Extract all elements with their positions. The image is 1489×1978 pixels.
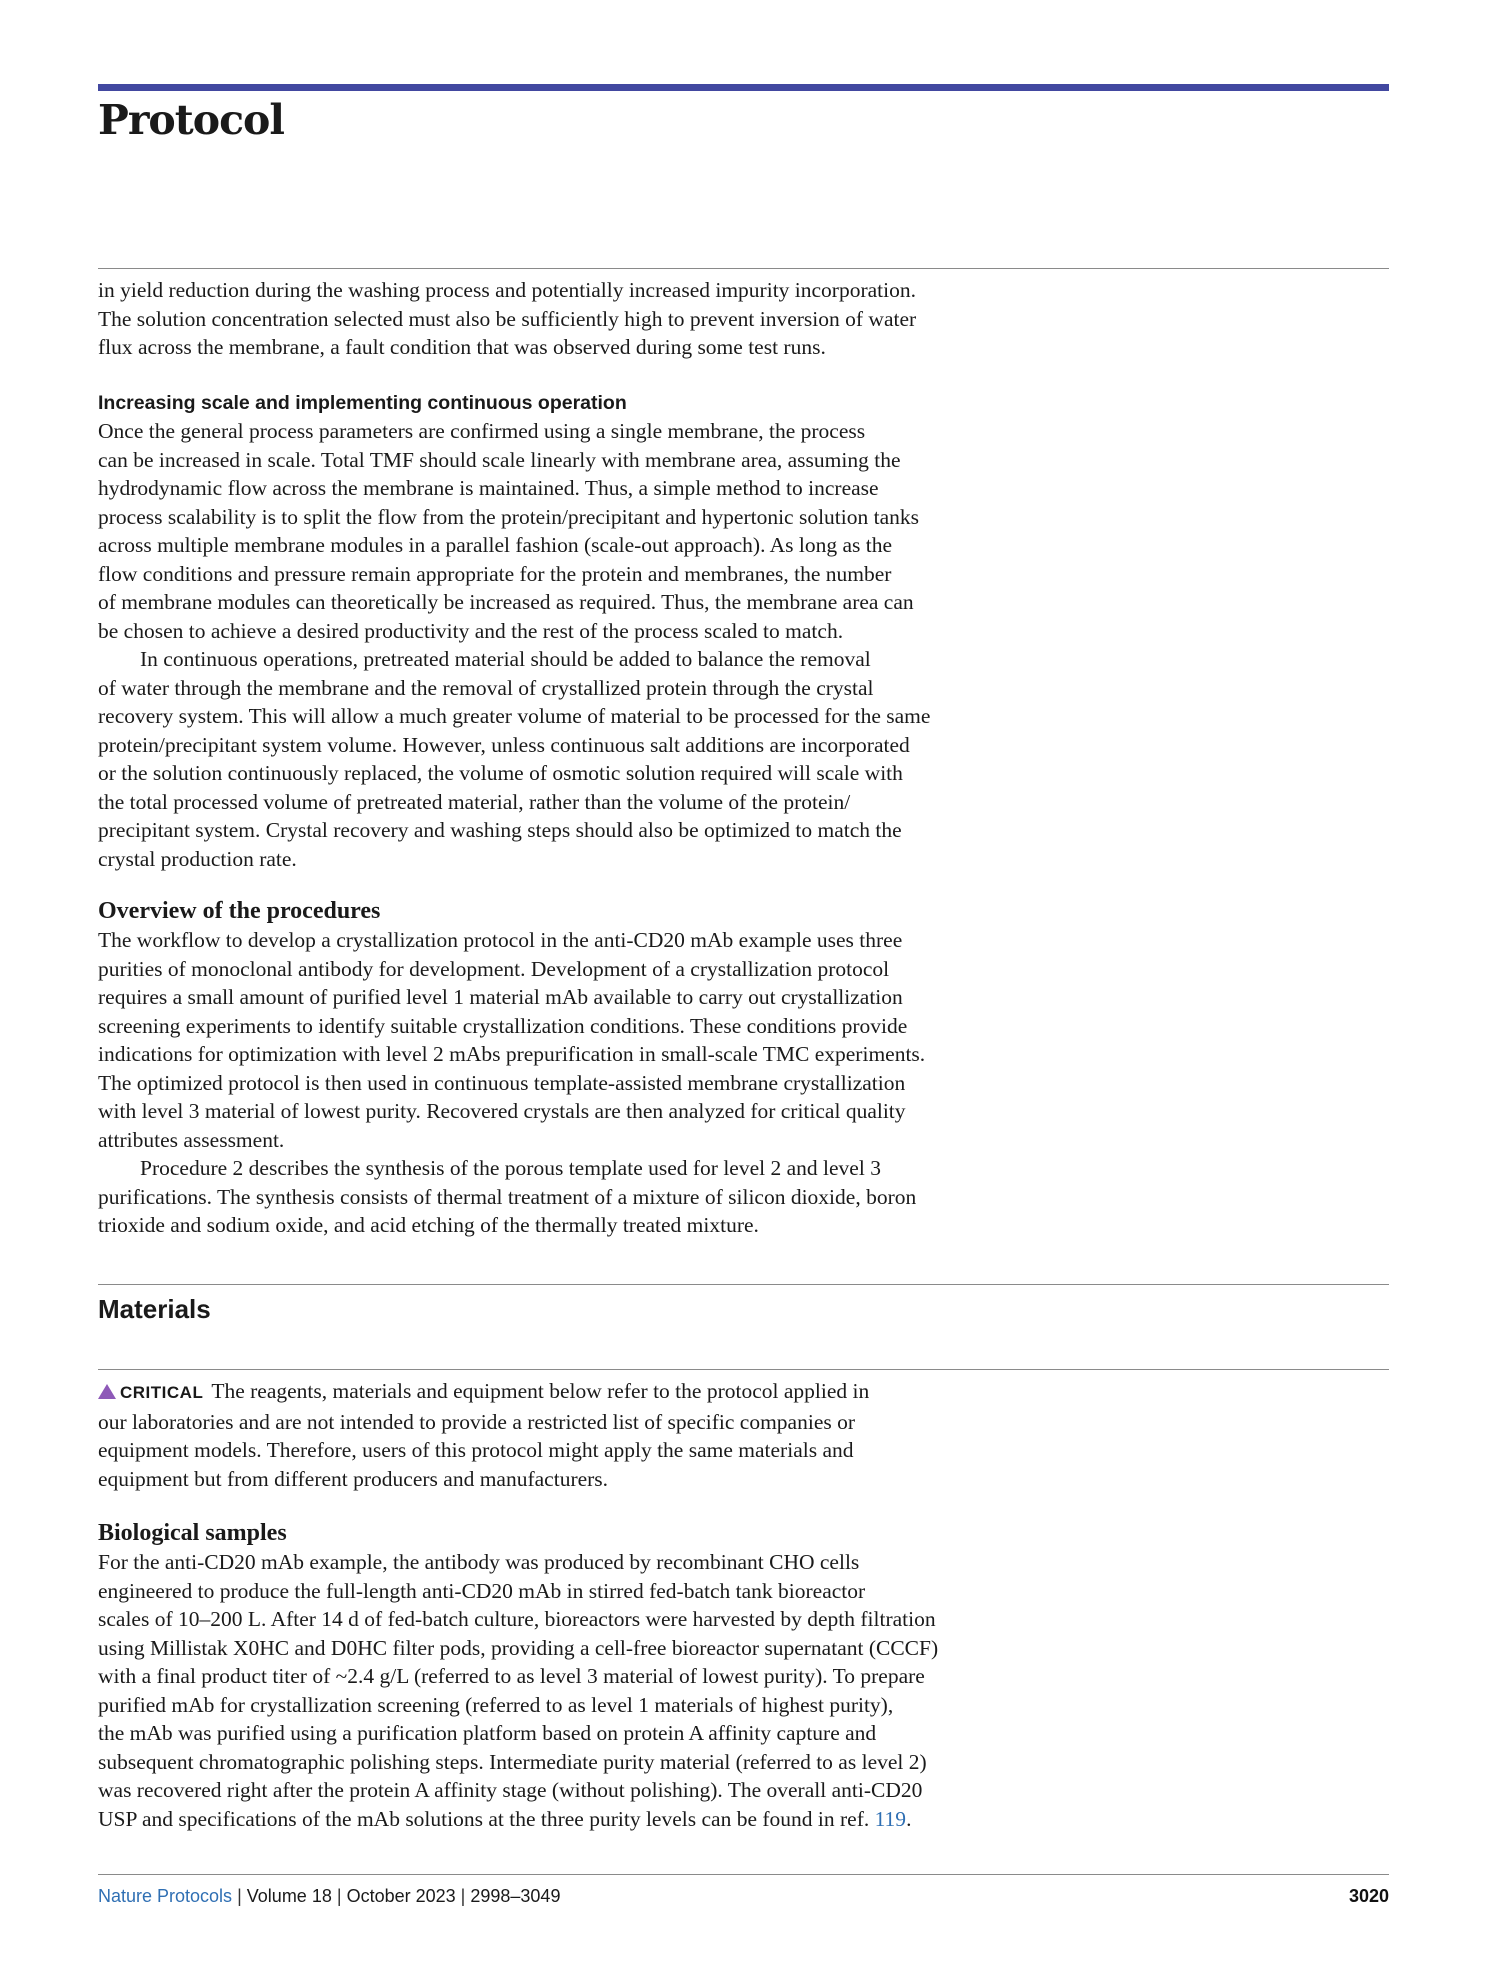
bio-line: scales of 10–200 L. After 14 d of fed-batch culture, bioreactors were harvested by depth filtration	[98, 1607, 936, 1631]
bio-line: purified mAb for crystallization screening (referred to as level 1 materials of highest purity),	[98, 1692, 894, 1717]
footer-pages: 2998–3049	[470, 1886, 561, 1906]
bio-last-line	[98, 1805, 1068, 1834]
footer-separator: |	[237, 1886, 242, 1906]
scale-line: across multiple membrane modules in a parallel fashion (scale-out approach). As long as the	[98, 533, 893, 557]
critical-note	[98, 1377, 1068, 1493]
scale-line: precipitant system. Crystal recovery and washing steps should also be optimized to match the	[98, 818, 902, 842]
scale-line: In continuous operations, pretreated material should be added to balance the removal	[140, 647, 871, 671]
scale-line: of membrane modules can theoretically be increased as required. Thus, the membrane area can	[98, 590, 914, 614]
scale-line: Once the general process parameters are confirmed using a single membrane, the process	[98, 419, 866, 443]
overview-line: with level 3 material of lowest purity. Recovered crystals are then analyzed for critical quality	[98, 1099, 906, 1123]
critical-line: The reagents, materials and equipment below refer to the protocol applied in	[211, 1379, 870, 1403]
intro-paragraph	[98, 276, 1068, 362]
scale-line: process scalability is to split the flow from the protein/precipitant and hypertonic solution tanks	[98, 504, 920, 529]
bio-line: For the anti-CD20 mAb example, the antibody was produced by recombinant CHO cells	[98, 1550, 860, 1574]
scale-line: recovery system. This will allow a much greater volume of material to be processed for the same	[98, 704, 931, 728]
intro-line: in yield reduction during the washing process and potentially increased impurity incorporation.	[98, 278, 916, 302]
scale-line: can be increased in scale. Total TMF should scale linearly with membrane area, assuming the	[98, 447, 901, 472]
biological-samples-heading: Biological samples	[98, 1520, 287, 1546]
scale-line: hydrodynamic flow across the membrane is maintained. Thus, a simple method to increase	[98, 476, 879, 500]
scale-line: crystal production rate.	[98, 846, 297, 871]
overview-heading: Overview of the procedures	[98, 898, 381, 924]
scale-line: protein/precipitant system volume. However, unless continuous salt additions are incorporated	[98, 732, 910, 757]
divider-footer	[98, 1874, 1389, 1875]
critical-label: CRITICAL	[120, 1383, 204, 1402]
intro-line: flux across the membrane, a fault condition that was observed during some test runs.	[98, 335, 826, 359]
scale-line: be chosen to achieve a desired productivity and the rest of the process scaled to match.	[98, 618, 844, 643]
scale-section-heading: Increasing scale and implementing continuous operation	[98, 392, 627, 414]
overview-line: purities of monoclonal antibody for development. Development of a crystallization protocol	[98, 956, 890, 981]
overview-line: purifications. The synthesis consists of thermal treatment of a mixture of silicon dioxide, boron	[98, 1184, 917, 1209]
overview-line: attributes assessment.	[98, 1127, 285, 1152]
bio-line: with a final product titer of ~2.4 g/L (referred to as level 3 material of lowest purity). To prepare	[98, 1664, 925, 1688]
scale-line: flow conditions and pressure remain appropriate for the protein and membranes, the number	[98, 561, 892, 586]
bio-line: using Millistak X0HC and D0HC filter pods, providing a cell-free bioreactor supernatant (CCCF)	[98, 1635, 939, 1660]
overview-line: Procedure 2 describes the synthesis of the porous template used for level 2 and level 3	[140, 1156, 881, 1180]
footer-volume: Volume 18	[246, 1886, 332, 1906]
critical-line: our laboratories and are not intended to provide a restricted list of specific companies or	[98, 1409, 856, 1434]
reference-link[interactable]: 119	[874, 1806, 907, 1831]
overview-line: screening experiments to identify suitable crystallization conditions. These conditions provide	[98, 1013, 908, 1038]
bio-line: was recovered right after the protein A affinity stage (without polishing). The overall anti-CD20	[98, 1778, 923, 1802]
intro-line: The solution concentration selected must also be sufficiently high to prevent inversion of water	[98, 306, 917, 331]
divider-materials-top	[98, 1284, 1389, 1285]
bio-line: subsequent chromatographic polishing steps. Intermediate purity material (referred to as level 2)	[98, 1749, 927, 1774]
footer-journal-link[interactable]: Nature Protocols	[98, 1886, 233, 1906]
scale-line: the total processed volume of pretreated material, rather than the volume of the protein/	[98, 789, 851, 814]
scale-line: of water through the membrane and the removal of crystallized protein through the crystal	[98, 675, 874, 700]
critical-triangle-icon	[98, 1384, 116, 1399]
bio-last-line-end: .	[906, 1806, 912, 1831]
bio-line: the mAb was purified using a purification platform based on protein A affinity capture and	[98, 1721, 877, 1745]
critical-line: equipment models. Therefore, users of this protocol might apply the same materials and	[98, 1438, 854, 1462]
overview-line: indications for optimization with level 2 mAbs prepurification in small-scale TMC experiments.	[98, 1042, 926, 1066]
materials-section-title: Materials	[98, 1294, 211, 1324]
page-footer	[98, 1886, 1389, 1907]
scale-section	[98, 389, 1068, 873]
page-header-title: Protocol	[98, 96, 284, 144]
overview-section	[98, 896, 1068, 1240]
page-number: 3020	[1348, 1886, 1389, 1906]
footer-separator: |	[460, 1886, 466, 1906]
overview-line: trioxide and sodium oxide, and acid etching of the thermally treated mixture.	[98, 1213, 759, 1237]
overview-line: The optimized protocol is then used in continuous template-assisted membrane crystallization	[98, 1070, 906, 1095]
bio-last-line-text: USP and specifications of the mAb solutions at the three purity levels can be found in ref.	[98, 1806, 875, 1831]
divider-top	[98, 268, 1389, 269]
critical-line: equipment but from different producers and manufacturers.	[98, 1466, 609, 1491]
overview-line: requires a small amount of purified level 1 material mAb available to carry out crystallization	[98, 985, 903, 1009]
header-accent-bar	[98, 84, 1389, 91]
bio-line: engineered to produce the full-length anti-CD20 mAb in stirred fed-batch tank bioreactor	[98, 1578, 866, 1603]
divider-materials-bottom	[98, 1369, 1389, 1370]
overview-line: The workflow to develop a crystallization protocol in the anti-CD20 mAb example uses three	[98, 928, 903, 952]
footer-date: October 2023	[346, 1886, 456, 1906]
footer-separator: |	[336, 1886, 342, 1906]
scale-line: or the solution continuously replaced, the volume of osmotic solution required will scale with	[98, 761, 903, 785]
biological-samples-section	[98, 1518, 1068, 1833]
